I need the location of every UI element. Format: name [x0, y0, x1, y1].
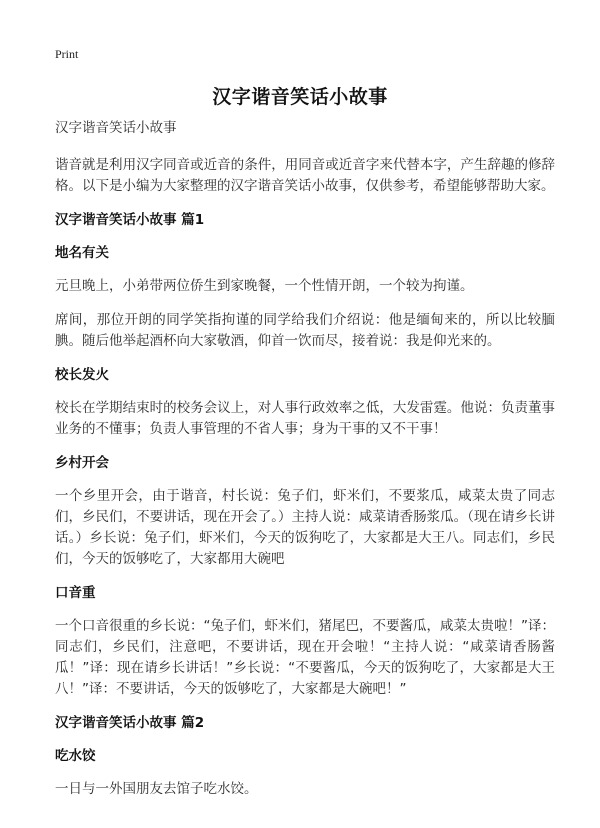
intro-description: 谐音就是利用汉字同音或近音的条件，用同音或近音字来代替本字，产生辞趣的修辞格。以下是小编为大家整理的汉字谐音笑话小故事，仅供参考，希望能够帮助大家。	[55, 157, 555, 194]
intro-subtitle: 汉字谐音笑话小故事	[55, 120, 177, 136]
story-title: 地名有关	[55, 245, 109, 261]
page-title: 汉字谐音笑话小故事	[212, 86, 388, 108]
story-paragraph: 一个乡里开会，由于谐音，村长说：兔子们，虾米们，不要浆瓜，咸菜太贵了同志们，乡民们，不要讲话，现在开会了。）主持人说：咸菜请香肠浆瓜。（现在请乡长讲话。）乡长说：兔子们，虾米们，今天的饭狗吃了，大家都是大王八。同志们，乡民们，今天的饭够吃了，大家都用大碗吧	[55, 488, 555, 567]
story-title: 吃水饺	[55, 748, 96, 764]
story-title: 乡村开会	[55, 455, 109, 471]
story-paragraph: 元旦晚上，小弟带两位侨生到家晚餐，一个性情开朗，一个较为拘谨。	[55, 278, 474, 294]
story-paragraph: 一个口音很重的乡长说：“兔子们，虾米们，猪尾巴，不要酱瓜，咸菜太贵啦！”译：同志们，乡民们，注意吧，不要讲话，现在开会啦！“主持人说：“咸菜请香肠酱瓜！”译：现在请乡长讲话！”乡长说：“不要酱瓜，今天的饭狗吃了，大家都是大王八！”译：不要讲话，今天的饭够吃了，大家都是大碗吧！”	[55, 618, 555, 697]
story-title: 口音重	[55, 585, 96, 601]
story-title: 校长发火	[55, 367, 109, 383]
story-paragraph: 一日与一外国朋友去馆子吃水饺。	[55, 781, 258, 797]
story-paragraph: 校长在学期结束时的校务会议上，对人事行政效率之低，大发雷霆。他说：负责董事业务的不懂事；负责人事管理的不省人事；身为干事的又不干事！	[55, 400, 555, 437]
part2-heading: 汉字谐音笑话小故事 篇2	[55, 715, 205, 731]
part1-heading: 汉字谐音笑话小故事 篇1	[55, 212, 205, 228]
print-label: Print	[55, 47, 79, 61]
document-body	[55, 118, 555, 813]
story-paragraph: 席间，那位开朗的同学笑指拘谨的同学给我们介绍说：他是缅甸来的，所以比较腼腆。随后他举起酒杯向大家敬酒，仰首一饮而尽，接着说：我是仰光来的。	[55, 312, 555, 349]
